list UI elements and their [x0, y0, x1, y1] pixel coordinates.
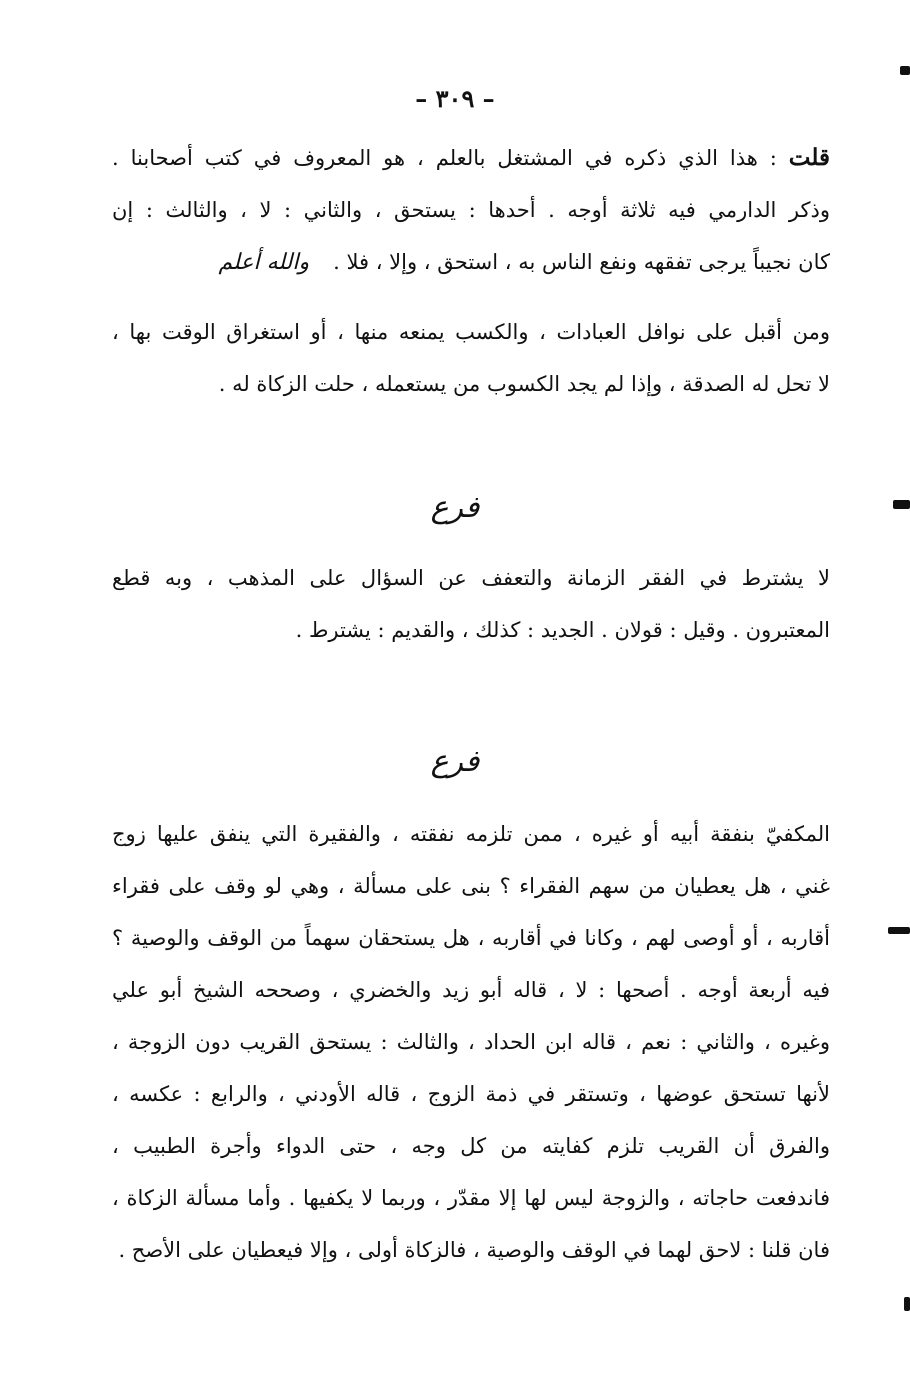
text-line: والفرق أن القريب تلزم كفايته من كل وجه ، حتى الدواء وأجرة الطبيب ،	[112, 1134, 830, 1158]
scan-edge-mark	[893, 500, 910, 509]
paragraph-lead-word: قلت	[788, 144, 830, 171]
text-line: لا تحل له الصدقة ، وإذا لم يجد الكسوب من يستعمله ، حلت الزكاة له .	[218, 372, 830, 396]
text-line: فيه أربعة أوجه . أصحها : لا ، قاله أبو زيد والخضري ، وصححه الشيخ أبو علي	[112, 978, 830, 1002]
text-line	[112, 236, 830, 288]
text-line-content: كان نجيباً يرجى تفقهه ونفع الناس به ، استحق ، وإلا ، فلا .	[333, 250, 830, 274]
section-heading-branch: فرع	[430, 490, 480, 525]
text-line	[112, 132, 830, 184]
text-line: غني ، هل يعطيان من سهم الفقراء ؟ بنى على مسألة ، وهي لو وقف على فقراء	[112, 874, 830, 898]
text-line: المكفيّ بنفقة أبيه أو غيره ، ممن تلزمه نفقته ، والفقيرة التي ينفق عليها زوج	[112, 822, 830, 846]
scan-edge-mark	[900, 66, 910, 75]
paragraph-worship-earning	[112, 306, 830, 410]
text-line: ومن أقبل على نوافل العبادات ، والكسب يمنعه منها ، أو استغراق الوقت بها ،	[112, 320, 830, 344]
text-line: وغيره ، والثاني : نعم ، قاله ابن الحداد ، والثالث : يستحق القريب دون الزوجة ،	[112, 1030, 830, 1054]
text-line-content: : هذا الذي ذكره في المشتغل بالعلم ، هو المعروف في كتب أصحابنا .	[112, 146, 789, 170]
paragraph-branch-one	[112, 552, 830, 656]
scan-edge-mark	[888, 927, 910, 934]
text-line: أقاربه ، أو أوصى لهم ، وكانا في أقاربه ، هل يستحقان سهماً من الوقف والوصية ؟	[112, 926, 830, 950]
text-line: لأنها تستحق عوضها ، وتستقر في ذمة الزوج ، قاله الأودني ، والرابع : عكسه ،	[112, 1082, 830, 1106]
page-number: – ٣٠٩ –	[415, 84, 495, 113]
text-line: وذكر الدارمي فيه ثلاثة أوجه . أحدها : يستحق ، والثاني : لا ، والثالث : إن	[112, 198, 830, 222]
closing-formula: والله أعلم	[218, 250, 310, 275]
text-line: المعتبرون . وقيل : قولان . الجديد : كذلك ، والقديم : يشترط .	[295, 618, 830, 642]
text-line: فان قلنا : لاحق لهما في الوقف والوصية ، فالزكاة أولى ، وإلا فيعطيان على الأصح .	[118, 1238, 830, 1262]
scan-edge-mark	[904, 1297, 910, 1311]
text-line: لا يشترط في الفقر الزمانة والتعفف عن السؤال على المذهب ، وبه قطع	[112, 566, 830, 590]
paragraph-scholar-note	[112, 132, 830, 288]
text-line: فاندفعت حاجاته ، والزوجة ليس لها إلا مقدّر ، وربما لا يكفيها . وأما مسألة الزكاة ،	[112, 1186, 830, 1210]
paragraph-branch-two	[112, 808, 830, 1276]
section-heading-branch: فرع	[430, 744, 480, 779]
